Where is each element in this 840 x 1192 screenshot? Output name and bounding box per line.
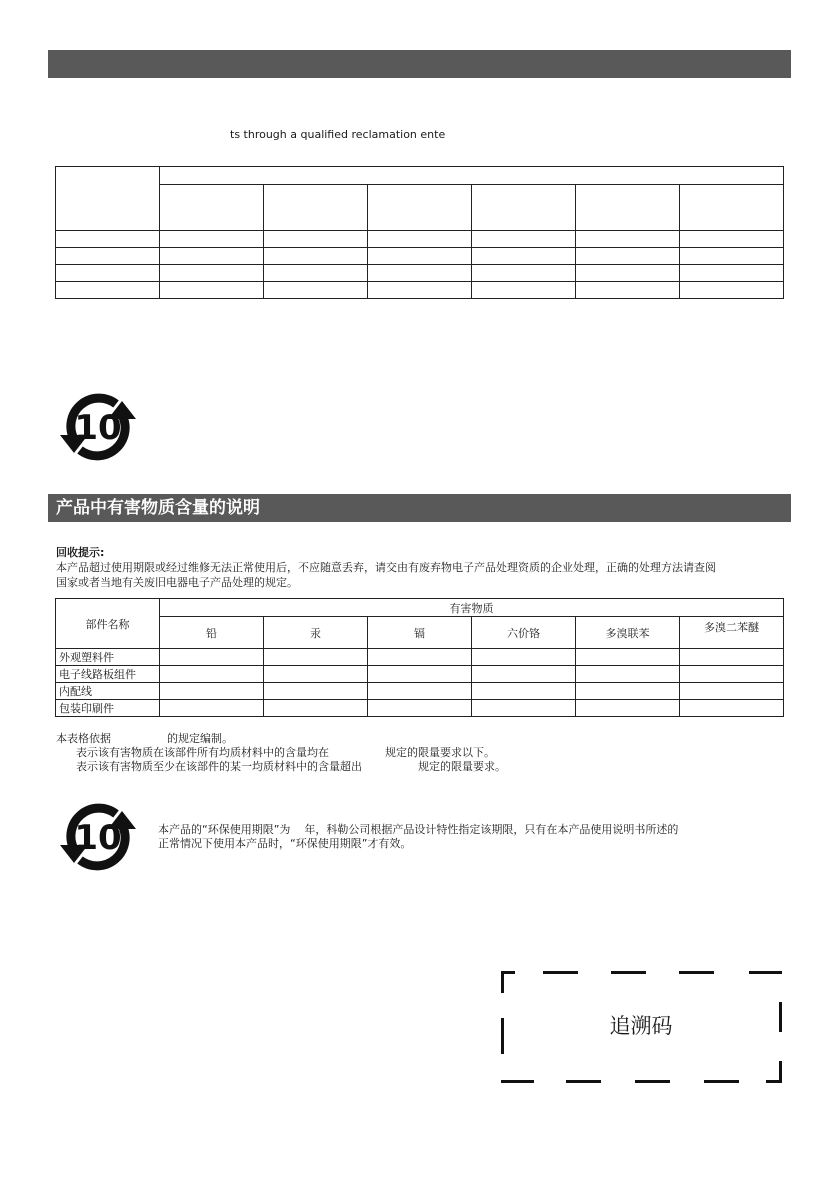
logo-number: 10 <box>74 818 122 858</box>
table-note: 表示该有害物质至少在该部件的某一均质材料中的含量超出 规定的限量要求。 <box>76 760 506 773</box>
table-row <box>56 700 784 717</box>
section-header-cn: 产品中有害物质含量的说明 <box>48 494 791 522</box>
table-note: 本表格依据 的规定编制。 <box>56 732 233 745</box>
recycle-text-en: ts through a qualified reclamation ente <box>230 128 446 141</box>
recycle-line: 国家或者当地有关废旧电器电子产品处理的规定。 <box>56 576 298 589</box>
section-header-en <box>48 50 791 78</box>
substance-table-en <box>55 166 784 299</box>
table-row <box>56 649 784 666</box>
recycle-line: 本产品超过使用期限或经过维修无法正常使用后，不应随意丢弃，请交由有废弃物电子产品处理资质的企业处理，正确的处理方法请查阅 <box>56 561 716 574</box>
substance-header: 多溴联苯 <box>576 617 680 649</box>
part-name: 外观塑料件 <box>56 649 160 666</box>
trace-code-box <box>498 968 784 1086</box>
table-note: 表示该有害物质在该部件所有均质材料中的含量均在 规定的限量要求以下。 <box>76 746 495 759</box>
substance-group-header <box>160 167 784 185</box>
epup-statement: 本产品的“环保使用期限”为 年，科勒公司根据产品设计特性指定该期限，只有在本产品使用说明书所述的 <box>158 823 679 836</box>
substance-header <box>680 185 784 231</box>
substance-group-header: 有害物质 <box>160 599 784 617</box>
substance-header <box>264 185 368 231</box>
epup-10-logo-icon <box>58 797 138 877</box>
part-name <box>56 282 160 299</box>
part-name: 内配线 <box>56 683 160 700</box>
part-name <box>56 248 160 265</box>
part-name: 电子线路板组件 <box>56 666 160 683</box>
table-row <box>56 683 784 700</box>
logo-number: 10 <box>74 408 122 448</box>
substance-header: 六价铬 <box>472 617 576 649</box>
table-row <box>56 231 784 248</box>
table-row <box>56 265 784 282</box>
substance-header <box>472 185 576 231</box>
part-name <box>56 231 160 248</box>
substance-header <box>368 185 472 231</box>
trace-code-label: 追溯码 <box>609 1014 673 1038</box>
part-name-header <box>56 167 160 231</box>
table-row <box>56 666 784 683</box>
substance-header: 镉 <box>368 617 472 649</box>
epup-statement: 正常情况下使用本产品时，“环保使用期限”才有效。 <box>158 837 412 850</box>
epup-10-logo-icon <box>58 387 138 467</box>
substance-header: 多溴二苯醚 <box>680 617 784 649</box>
substance-header <box>576 185 680 231</box>
table-row <box>56 248 784 265</box>
table-row <box>56 282 784 299</box>
recycle-heading: 回收提示: <box>56 546 105 559</box>
part-name <box>56 265 160 282</box>
substance-header: 汞 <box>264 617 368 649</box>
substance-table-cn <box>55 598 784 717</box>
part-name-header: 部件名称 <box>56 599 160 649</box>
part-name: 包装印刷件 <box>56 700 160 717</box>
substance-header <box>160 185 264 231</box>
substance-header: 铅 <box>160 617 264 649</box>
